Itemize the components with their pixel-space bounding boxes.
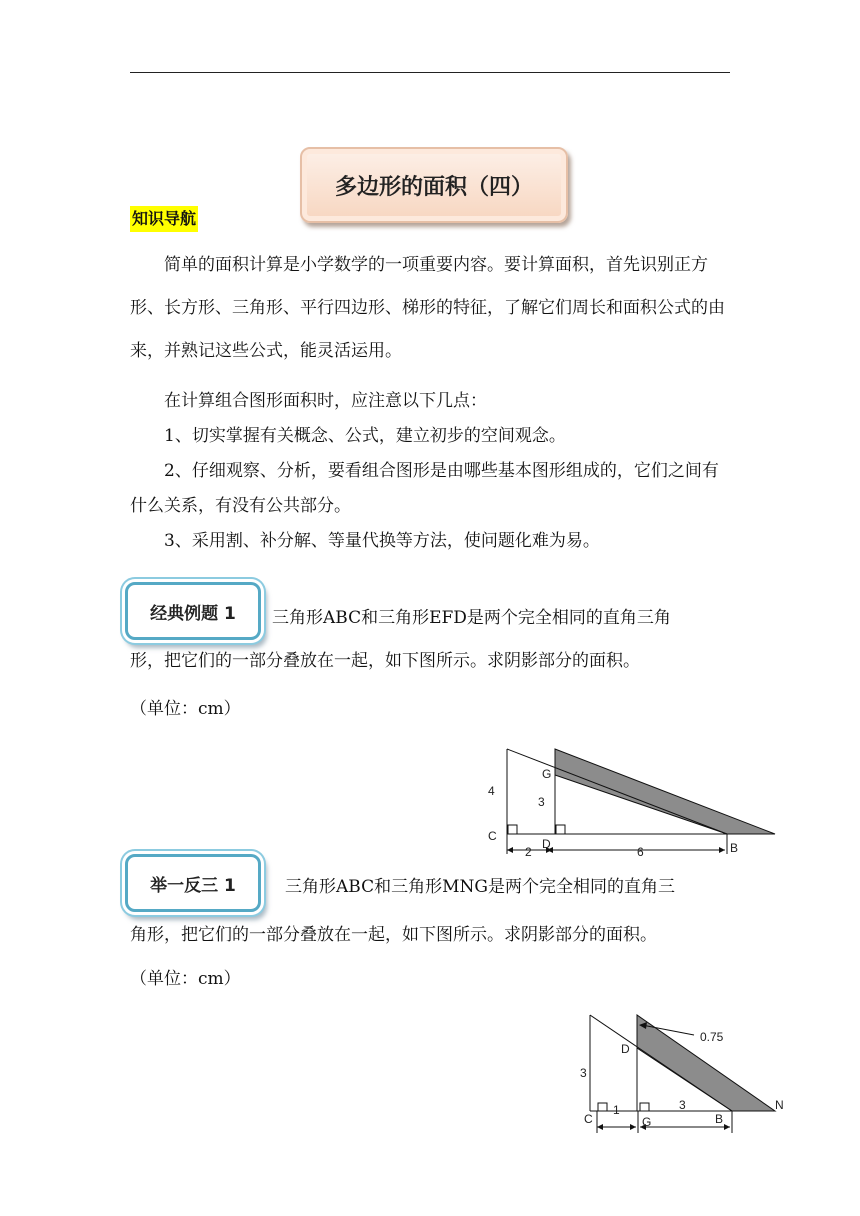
exercise-label-1: 1 <box>613 1103 620 1117</box>
exercise-figure <box>560 1005 800 1165</box>
example-label-g: G <box>542 767 552 781</box>
exercise-tag: 举一反三 1 <box>125 854 261 912</box>
exercise-unit: （单位：cm） <box>130 969 241 989</box>
example-tag: 经典例题 1 <box>125 582 261 640</box>
example-dim-2-arrow-left <box>507 847 513 853</box>
exercise-label-d: D <box>621 1042 630 1056</box>
point-3: 3、采用割、补分解、等量代换等方法，使问题化难为易。 <box>164 531 600 551</box>
example-shaded-region <box>555 749 775 834</box>
exercise-right-angle-g <box>640 1103 649 1111</box>
example-text-line1: 三角形ABC和三角形EFD是两个完全相同的直角三角 <box>272 608 671 628</box>
intro-paragraph: 简单的面积计算是小学数学的一项重要内容。要计算面积，首先识别正方形、长方形、三角形、平行四边形、梯形的特征，了解它们周长和面积公式的由来，并熟记这些公式，能灵活运用。 <box>130 255 725 361</box>
exercise-label-c: C <box>584 1112 593 1126</box>
example-label-c: C <box>488 829 497 843</box>
example-figure <box>470 740 790 865</box>
header-rule <box>130 72 730 73</box>
example-label-6: 6 <box>637 845 644 859</box>
page-title: 多边形的面积（四） <box>334 174 533 200</box>
example-unit: （单位：cm） <box>130 699 241 719</box>
exercise-label-n: N <box>775 1098 784 1112</box>
exercise-label-b: B <box>715 1112 724 1126</box>
section-label: 知识导航 <box>130 206 198 232</box>
example-label-4: 4 <box>488 784 495 798</box>
title-banner <box>300 147 568 223</box>
exercise-label-3b: 3 <box>679 1098 686 1112</box>
exercise-text-line1: 三角形ABC和三角形MNG是两个完全相同的直角三 <box>285 877 675 897</box>
exercise-dim-1-arrow-right <box>630 1124 636 1130</box>
example-label-b: B <box>730 841 739 855</box>
example-dim-6-arrow-right <box>719 847 725 853</box>
example-right-angle-c <box>508 825 517 834</box>
point-2: 2、仔细观察、分析，要看组合图形是由哪些基本图形组成的，它们之间有什么关系，有没有公共部分。 <box>130 461 719 516</box>
example-text-line2: 形，把它们的一部分叠放在一起，如下图所示。求阴影部分的面积。 <box>130 651 640 671</box>
points-intro: 在计算组合图形面积时，应注意以下几点： <box>164 391 487 411</box>
exercise-label-g: G <box>642 1115 652 1129</box>
example-triangle-abc-hypotenuse <box>507 749 727 834</box>
exercise-dim-3-arrow-right <box>724 1124 730 1130</box>
example-label-3: 3 <box>538 795 545 809</box>
example-label-2: 2 <box>525 845 532 859</box>
point-1: 1、切实掌握有关概念、公式，建立初步的空间观念。 <box>164 426 566 446</box>
exercise-text-line2: 角形，把它们的一部分叠放在一起，如下图所示。求阴影部分的面积。 <box>130 925 657 945</box>
exercise-dim-1-arrow-left <box>597 1124 603 1130</box>
exercise-right-angle-c <box>598 1103 607 1111</box>
exercise-label-3a: 3 <box>580 1066 587 1080</box>
exercise-label-075: 0.75 <box>700 1030 724 1044</box>
example-right-angle-d <box>556 825 565 834</box>
example-label-d: D <box>542 837 551 851</box>
